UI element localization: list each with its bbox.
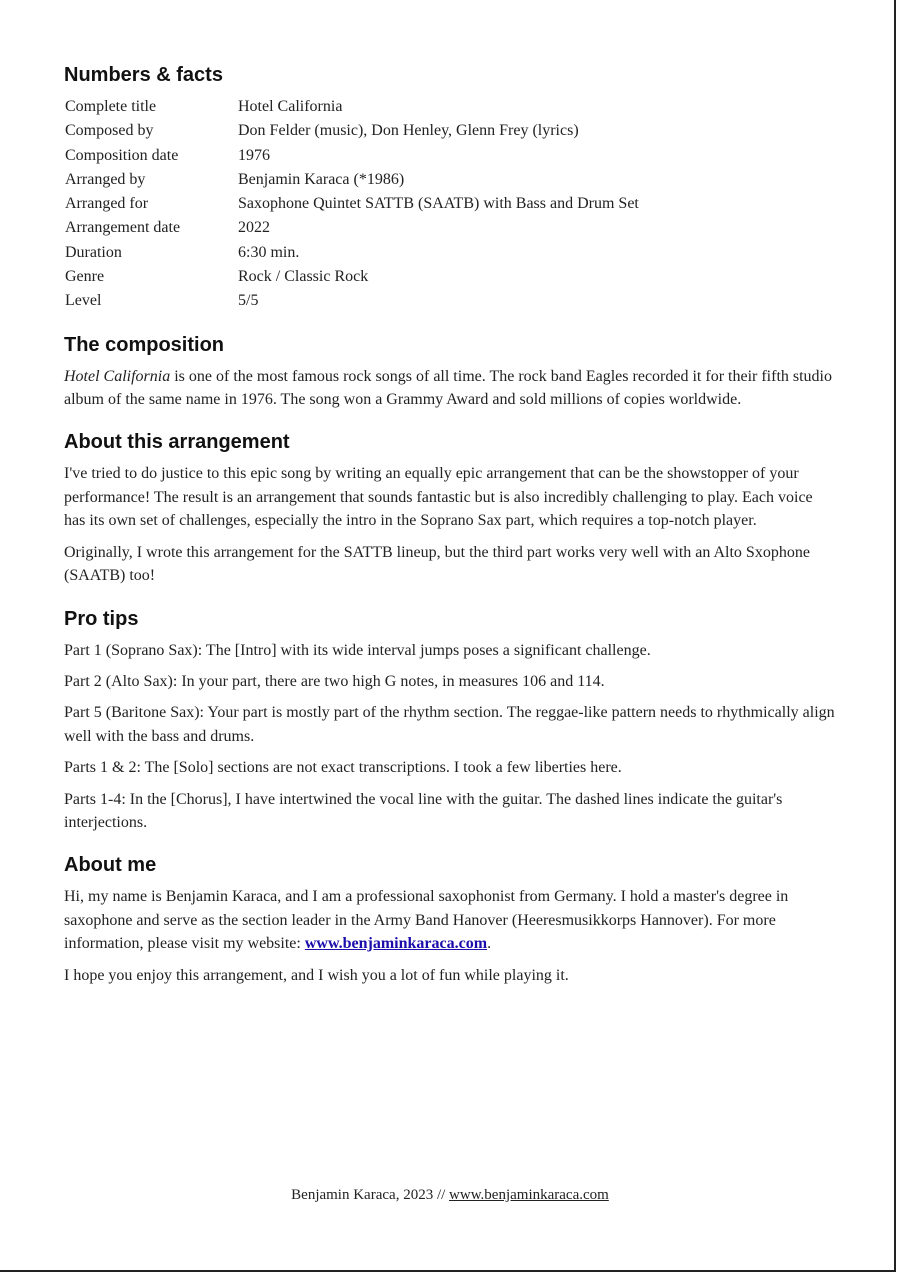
- tip-item: Part 2 (Alto Sax): In your part, there are two high G notes, in measures 106 and 114.: [64, 672, 605, 690]
- facts-row: [65, 241, 639, 265]
- composition-paragraph: [64, 365, 836, 412]
- tip-item: Parts 1-4: In the [Chorus], I have intertwined the vocal line with the guitar. The dashed lines indicate the guitar's interjections.: [64, 790, 783, 831]
- arrangement-paragraph-2: Originally, I wrote this arrangement for the SATTB lineup, but the third part works very well with an Alto Sxophone (SAATB) too!: [64, 543, 810, 585]
- fact-value: 2022: [238, 219, 270, 237]
- fact-key: Level: [65, 292, 102, 310]
- website-link[interactable]: www.benjaminkaraca.com: [304, 935, 488, 953]
- facts-row: [65, 119, 639, 143]
- composition-heading: The composition: [64, 333, 224, 356]
- arrangement-paragraph-1: I've tried to do justice to this epic song by writing an equally epic arrangement that can be the showstopper of your performance! The result is an arrangement that sounds fantastic but is also incredibly challenging to play. Each voice has its own set of challenges, especially the intro in the Soprano Sax part, which requires a top-notch player.: [64, 465, 813, 530]
- facts-row: [65, 289, 639, 313]
- facts-row: [65, 168, 639, 192]
- song-title-italic: Hotel California: [64, 367, 171, 385]
- fact-key: Arranged for: [65, 195, 149, 213]
- fact-key: Composed by: [65, 122, 154, 140]
- fact-value: Rock / Classic Rock: [238, 268, 369, 286]
- facts-row: [65, 192, 639, 216]
- fact-value: Benjamin Karaca (*1986): [238, 170, 405, 188]
- about-heading: About me: [64, 854, 157, 877]
- arrangement-heading: About this arrangement: [64, 431, 290, 454]
- facts-table: [65, 95, 639, 314]
- about-text-end: .: [487, 935, 492, 953]
- footer-text: Benjamin Karaca, 2023 //: [291, 1187, 450, 1203]
- fact-value: 5/5: [238, 292, 259, 310]
- footer-website-link[interactable]: www.benjaminkaraca.com: [449, 1187, 609, 1203]
- tips-heading: Pro tips: [64, 607, 139, 630]
- facts-row: [65, 95, 639, 119]
- about-text: Hi, my name is Benjamin Karaca, and I am a professional saxophonist from Germany. I hold a master's degree in saxophone and serve as the section leader in the Army Band Hanover (Heeresmusikkorps Hannover). For more information, please visit my website:: [64, 888, 789, 953]
- fact-key: Duration: [65, 243, 122, 261]
- facts-row: [65, 265, 639, 289]
- tip-item: Part 5 (Baritone Sax): Your part is mostly part of the rhythm section. The reggae-like pattern needs to rhythmically align well with the bass and drums.: [64, 704, 835, 745]
- fact-value: Saxophone Quintet SATTB (SAATB) with Bass and Drum Set: [238, 195, 639, 213]
- fact-value: 6:30 min.: [238, 243, 300, 261]
- tip-item: Part 1 (Soprano Sax): The [Intro] with its wide interval jumps poses a significant challenge.: [64, 641, 651, 659]
- facts-row: [65, 216, 639, 240]
- page-footer: [0, 1187, 900, 1204]
- page-content: [64, 62, 836, 995]
- about-paragraph-1: [64, 885, 836, 955]
- fact-key: Genre: [65, 268, 105, 286]
- about-paragraph-2: I hope you enjoy this arrangement, and I wish you a lot of fun while playing it.: [64, 966, 569, 984]
- composition-text: is one of the most famous rock songs of all time. The rock band Eagles recorded it for their fifth studio album of the same name in 1976. The song won a Grammy Award and sold millions of copies worldwide.: [64, 367, 832, 409]
- facts-heading: Numbers & facts: [64, 64, 223, 86]
- fact-value: Don Felder (music), Don Henley, Glenn Frey (lyrics): [238, 122, 579, 140]
- facts-row: [65, 144, 639, 168]
- fact-key: Arranged by: [65, 170, 146, 188]
- fact-key: Arrangement date: [65, 219, 181, 237]
- tip-item: Parts 1 & 2: The [Solo] sections are not exact transcriptions. I took a few liberties here.: [64, 759, 622, 777]
- fact-key: Complete title: [65, 98, 157, 115]
- fact-key: Composition date: [65, 146, 179, 164]
- fact-value: 1976: [238, 146, 270, 164]
- fact-value: Hotel California: [238, 98, 343, 115]
